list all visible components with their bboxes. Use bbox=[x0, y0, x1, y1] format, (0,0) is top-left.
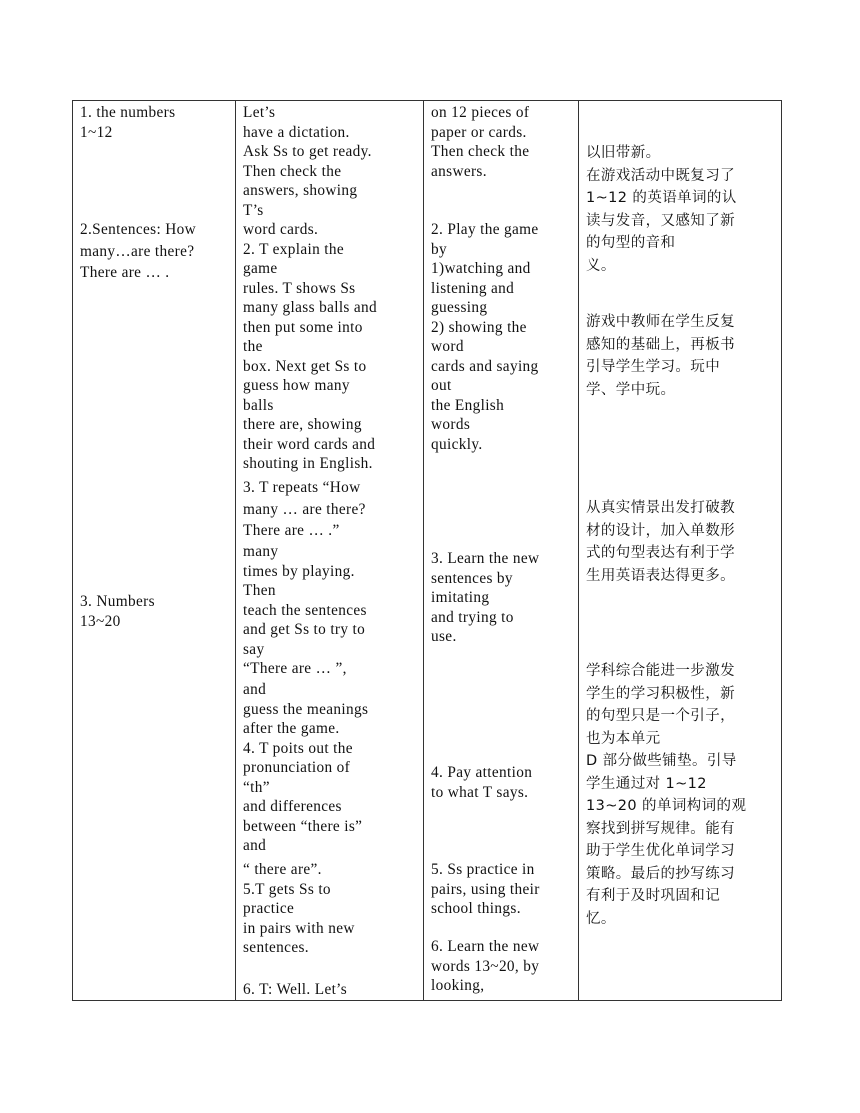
text-line: use. bbox=[431, 628, 457, 645]
topics-cell bbox=[73, 101, 236, 1001]
text-line: box. Next get Ss to bbox=[243, 357, 367, 375]
text-line: there are, showing bbox=[243, 416, 362, 433]
text-line: word cards. bbox=[243, 221, 319, 238]
text-line: and differences bbox=[243, 798, 342, 815]
topic-numbers-1-12 bbox=[80, 103, 231, 142]
text-line: 材的设计，加入单数形 bbox=[586, 522, 735, 539]
student-activities-cell bbox=[424, 101, 579, 1001]
student-step-3 bbox=[431, 549, 574, 647]
text-line: the English bbox=[431, 396, 505, 414]
rationale-4 bbox=[586, 660, 777, 930]
text-line: and get Ss to try to bbox=[243, 621, 366, 638]
text-line: 以旧带新。 bbox=[586, 145, 661, 161]
text-line: D 部分做些铺垫。引导 bbox=[586, 753, 737, 769]
text-line: balls bbox=[243, 396, 274, 414]
text-line: 有利于及时巩固和记 bbox=[586, 888, 721, 904]
student-step-1 bbox=[431, 103, 574, 181]
text-line: after the game. bbox=[243, 720, 340, 737]
text-line: between “there is” bbox=[243, 817, 363, 835]
text-line: many…are there? bbox=[80, 242, 195, 260]
text-line: 感知的基础上，再板书 bbox=[586, 336, 735, 353]
text-line: words 13~20, by bbox=[431, 957, 540, 975]
text-line: 学生通过对 1~12 bbox=[586, 775, 707, 792]
text-line: 游戏中教师在学生反复 bbox=[586, 314, 735, 330]
text-line: 生用英语表达得更多。 bbox=[586, 567, 735, 584]
text-line: Let’s bbox=[243, 104, 276, 121]
text-line: word bbox=[431, 338, 464, 355]
text-line: sentences. bbox=[243, 939, 309, 956]
text-line: and bbox=[243, 681, 267, 698]
text-line: say bbox=[243, 640, 265, 658]
teacher-step-3-body bbox=[243, 542, 419, 659]
text-line: practice bbox=[243, 900, 295, 917]
rationale-2 bbox=[586, 311, 777, 401]
text-line: have a dictation. bbox=[243, 123, 350, 141]
text-line: Then bbox=[243, 582, 276, 599]
text-line: many glass balls and bbox=[243, 299, 378, 316]
text-line: out bbox=[431, 377, 452, 394]
text-line: 学科综合能进一步激发 bbox=[586, 663, 735, 679]
text-line: school things. bbox=[431, 900, 521, 917]
text-line: 的句型只是一个引子， bbox=[586, 708, 735, 724]
text-line: answers, showing bbox=[243, 182, 358, 199]
text-line: “ there are”. bbox=[243, 861, 322, 878]
topic-sentences bbox=[80, 219, 231, 284]
text-line: paper or cards. bbox=[431, 123, 527, 141]
text-line: their word cards and bbox=[243, 435, 376, 453]
text-line: 从真实情景出发打破教 bbox=[586, 500, 735, 516]
text-line: 1~12 的英语单词的认 bbox=[586, 190, 737, 206]
text-line: shouting in English. bbox=[243, 455, 373, 472]
student-step-4 bbox=[431, 763, 574, 802]
teacher-steps-1-2 bbox=[243, 103, 419, 474]
text-line: words bbox=[431, 416, 471, 433]
text-line: 6. Learn the new bbox=[431, 938, 540, 955]
text-line: 2. T explain the bbox=[243, 240, 345, 258]
text-line: 5. Ss practice in bbox=[431, 861, 535, 878]
text-line: listening and bbox=[431, 279, 515, 297]
text-line: 1~12 bbox=[80, 123, 113, 141]
text-line: pairs, using their bbox=[431, 880, 540, 898]
text-line: sentences by bbox=[431, 569, 513, 587]
text-line: pronunciation of bbox=[243, 759, 351, 776]
design-rationale-cell bbox=[579, 101, 782, 1001]
text-line: 2.Sentences: How bbox=[80, 221, 197, 238]
rationale-3 bbox=[586, 497, 777, 587]
text-line: teach the sentences bbox=[243, 601, 367, 619]
student-step-2 bbox=[431, 220, 574, 454]
text-line: 引导学生学习。玩中 bbox=[586, 359, 721, 375]
text-line: on 12 pieces of bbox=[431, 104, 530, 121]
text-line: 1)watching and bbox=[431, 260, 531, 277]
text-line: 2. Play the game bbox=[431, 221, 539, 238]
text-line: to what T says. bbox=[431, 783, 529, 801]
text-line: in pairs with new bbox=[243, 919, 355, 937]
teacher-step-3-quote bbox=[243, 659, 419, 679]
text-line: guess how many bbox=[243, 377, 350, 394]
table-row bbox=[73, 101, 782, 1001]
rationale-1 bbox=[586, 142, 777, 277]
text-line: There are … . bbox=[80, 264, 170, 281]
student-step-5 bbox=[431, 860, 574, 919]
text-line: imitating bbox=[431, 589, 490, 606]
text-line: 学、学中玩。 bbox=[586, 381, 676, 398]
lesson-plan-table bbox=[72, 100, 782, 1001]
text-line: Then check the bbox=[431, 143, 530, 160]
text-line: 在游戏活动中既复习了 bbox=[586, 167, 735, 184]
teacher-step-4 bbox=[243, 680, 419, 856]
text-line: then put some into bbox=[243, 318, 363, 336]
text-line: T’s bbox=[243, 201, 264, 219]
text-line: 3. Numbers bbox=[80, 593, 155, 610]
text-line: 13~20 的单词构词的观 bbox=[586, 798, 747, 814]
text-line: many … are there? bbox=[243, 500, 366, 518]
text-line: 学生的学习积极性，新 bbox=[586, 685, 735, 702]
text-line: There are … .” bbox=[243, 522, 340, 539]
text-line: Ask Ss to get ready. bbox=[243, 143, 372, 160]
text-line: guessing bbox=[431, 299, 488, 316]
text-line: 忆。 bbox=[586, 910, 616, 927]
text-line: 4. T poits out the bbox=[243, 739, 353, 757]
text-line: 2) showing the bbox=[431, 318, 527, 336]
text-line: cards and saying bbox=[431, 357, 539, 375]
text-line: 3. T repeats “How bbox=[243, 479, 361, 496]
teacher-activities-cell bbox=[236, 101, 424, 1001]
text-line: by bbox=[431, 240, 447, 258]
text-line: “th” bbox=[243, 778, 270, 796]
text-line: answers. bbox=[431, 162, 487, 180]
text-line: the bbox=[243, 338, 263, 355]
text-line: quickly. bbox=[431, 435, 483, 453]
text-line: 察找到拼写规律。能有 bbox=[586, 820, 735, 837]
text-line: 的句型的音和 bbox=[586, 235, 676, 251]
text-line: guess the meanings bbox=[243, 700, 369, 718]
text-line: Then check the bbox=[243, 162, 342, 180]
text-line: game bbox=[243, 260, 278, 277]
text-line: 13~20 bbox=[80, 612, 121, 630]
text-line: 1. the numbers bbox=[80, 104, 176, 121]
text-line: many bbox=[243, 543, 279, 560]
text-line: looking, bbox=[431, 977, 485, 994]
text-line: 也为本单元 bbox=[586, 730, 661, 747]
text-line: rules. T shows Ss bbox=[243, 279, 356, 297]
text-line: 策略。最后的抄写练习 bbox=[586, 865, 735, 882]
text-line: and trying to bbox=[431, 608, 514, 626]
topic-numbers-13-20 bbox=[80, 592, 231, 631]
text-line: 5.T gets Ss to bbox=[243, 880, 331, 898]
text-line: 义。 bbox=[586, 257, 616, 274]
text-line: 式的句型表达有利于学 bbox=[586, 545, 735, 561]
text-line: 助于学生优化单词学习 bbox=[586, 843, 735, 859]
text-line: and bbox=[243, 837, 267, 854]
teacher-step-3-intro bbox=[243, 477, 419, 542]
teacher-step-5 bbox=[243, 860, 419, 958]
text-line: times by playing. bbox=[243, 562, 355, 580]
text-line: “There are … ”, bbox=[243, 660, 347, 677]
student-step-6 bbox=[431, 937, 574, 996]
text-line: 6. T: Well. Let’s bbox=[243, 981, 348, 998]
text-line: 4. Pay attention bbox=[431, 764, 533, 781]
teacher-step-6 bbox=[243, 980, 419, 1000]
text-line: 读与发音，又感知了新 bbox=[586, 212, 735, 229]
text-line: 3. Learn the new bbox=[431, 550, 540, 567]
